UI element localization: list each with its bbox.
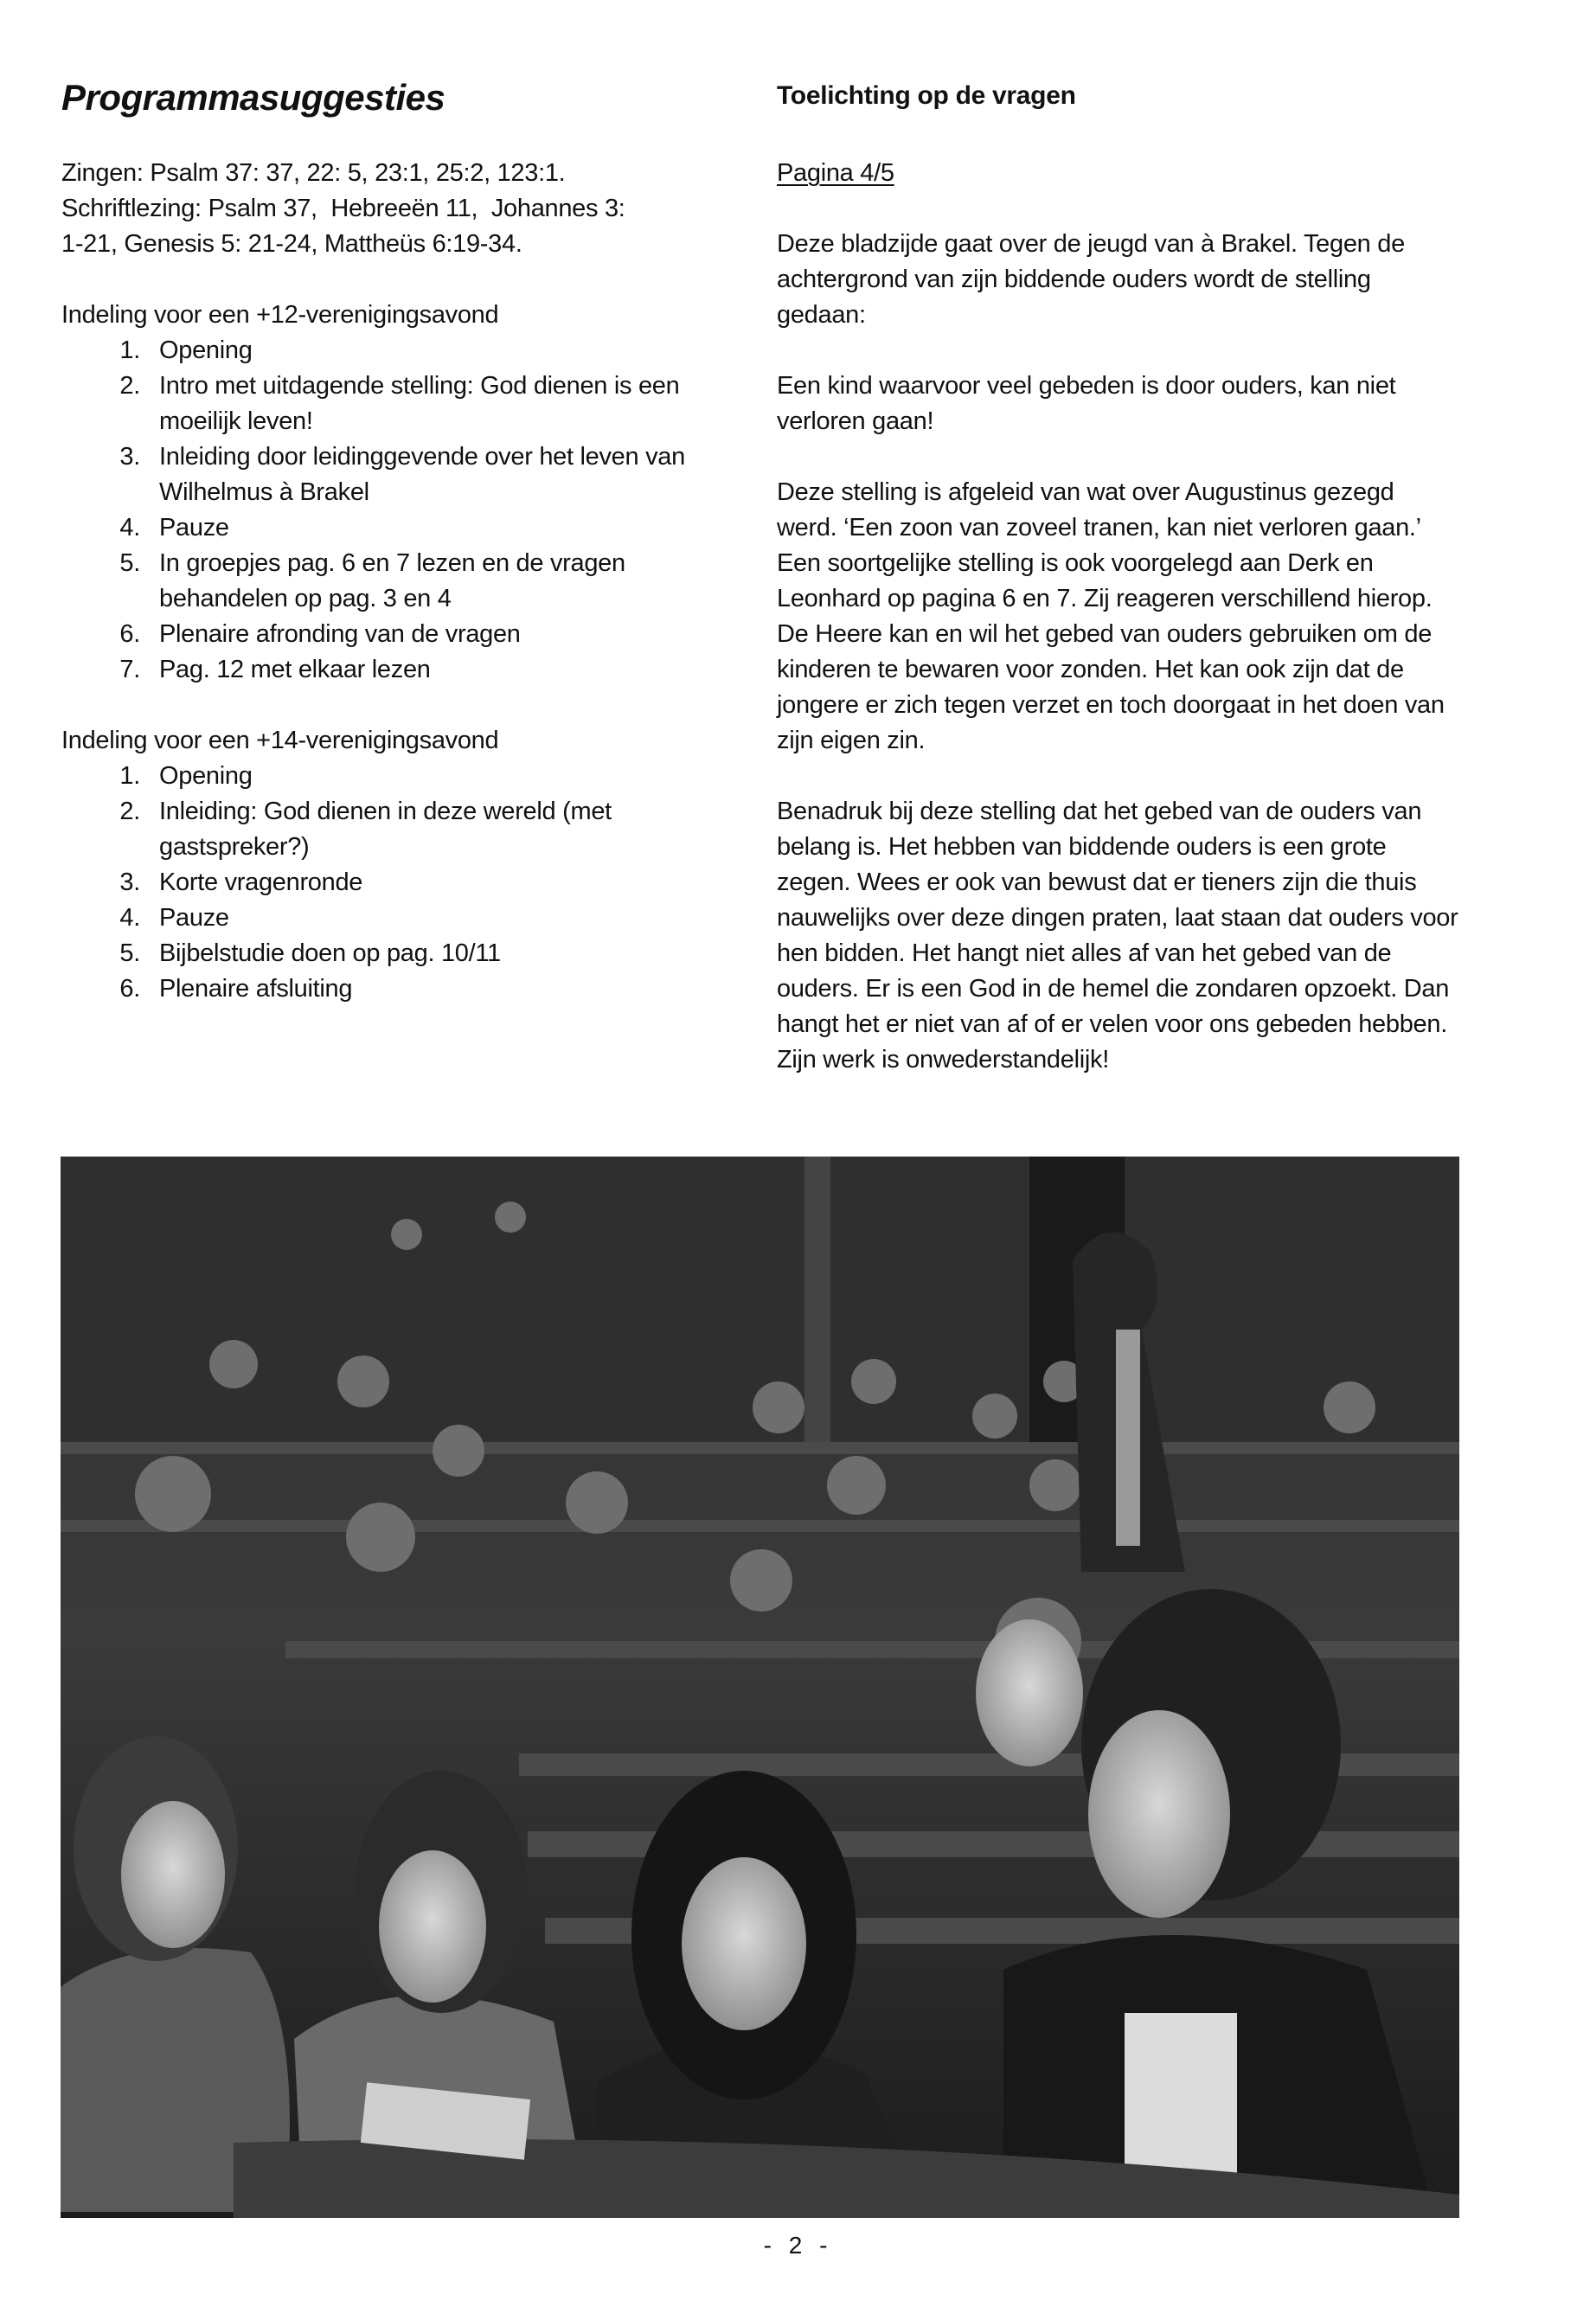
section-plus12-list — [61, 333, 745, 688]
section-plus12-heading: Indeling voor een +12-verenigingsavond — [61, 301, 499, 329]
list-item: 6. Plenaire afsluiting — [119, 975, 353, 1003]
list-item: 1. Opening — [119, 336, 253, 364]
page-title: Programmasuggesties — [61, 77, 445, 118]
page-number: - 2 - — [763, 2232, 833, 2259]
section-heading: Toelichting op de vragen — [777, 81, 1076, 110]
subheading-block — [777, 156, 1486, 191]
scripture-line-1: Schriftlezing: Psalm 37, Hebreeën 11, Johannes 3: — [61, 195, 625, 222]
list-item: 3. Inleiding door leidinggevende over het leven van Wilhelmus à Brakel — [119, 443, 685, 506]
list-item: 2. Inleiding: God dienen in deze wereld (met gastspreker?) — [119, 798, 612, 861]
section-plus14-heading: Indeling voor een +14-verenigingsavond — [61, 727, 499, 754]
explanation-paragraph-2: Deze stelling is afgeleid van wat over Augustinus gezegd werd. ‘Een zoon van zoveel tranen, kan niet verloren gaan.’ Een soortgelijke stelling is ook voorgelegd aan Derk en Leonhard op pagina 6 en 7. Zij reageren verschillend hierop. De Heere kan en wil het gebed van ouders gebruiken om de kinderen te bewaren voor zonden. Het kan ook zijn dat de jongere er zich tegen verzet en toch doorgaat in het doen van zijn eigen zin. — [777, 478, 1445, 754]
list-item: 7. Pag. 12 met elkaar lezen — [119, 656, 431, 683]
statement-paragraph: Een kind waarvoor veel gebeden is door ouders, kan niet verloren gaan! — [777, 372, 1396, 435]
photo-illustration — [61, 1157, 1459, 2218]
group-photo — [61, 1157, 1459, 2218]
explanation-paragraph-3: Benadruk bij deze stelling dat het gebed van de ouders van belang is. Het hebben van biddende ouders is een grote zegen. Wees er ook van bewust dat er tieners zijn die thuis nauwelijks over deze dingen praten, laat staan dat ouders voor hen bidden. Het hangt niet alles af van het gebed van de ouders. Er is een God in de hemel die zondaren opzoekt. Dan hangt het er niet van af of er velen voor ons gebeden hebben. Zijn werk is onwederstandelijk! — [777, 798, 1458, 1074]
list-item: 3. Korte vragenronde — [119, 868, 363, 896]
songs-line: Zingen: Psalm 37: 37, 22: 5, 23:1, 25:2, 123:1. — [61, 159, 566, 187]
list-item: 5. Bijbelstudie doen op pag. 10/11 — [119, 939, 501, 967]
list-item: 2. Intro met uitdagende stelling: God dienen is een moeilijk leven! — [119, 372, 680, 435]
scripture-line-2: 1-21, Genesis 5: 21-24, Mattheüs 6:19-34. — [61, 230, 522, 258]
section-plus14-list — [61, 759, 745, 1007]
page-reference-subheading: Pagina 4/5 — [777, 159, 894, 187]
section-plus12 — [61, 298, 745, 688]
list-item: 4. Pauze — [119, 514, 229, 542]
intro-block — [61, 156, 745, 262]
explanation-paragraph-1: Deze bladzijde gaat over de jeugd van à Brakel. Tegen de achtergrond van zijn biddende ouders wordt de stelling gedaan: — [777, 230, 1405, 329]
list-item: 1. Opening — [119, 762, 253, 790]
list-item: 6. Plenaire afronding van de vragen — [119, 620, 521, 648]
list-item: 5. In groepjes pag. 6 en 7 lezen en de vragen behandelen op pag. 3 en 4 — [119, 549, 625, 612]
list-item: 4. Pauze — [119, 904, 229, 932]
section-plus14 — [61, 723, 745, 1007]
